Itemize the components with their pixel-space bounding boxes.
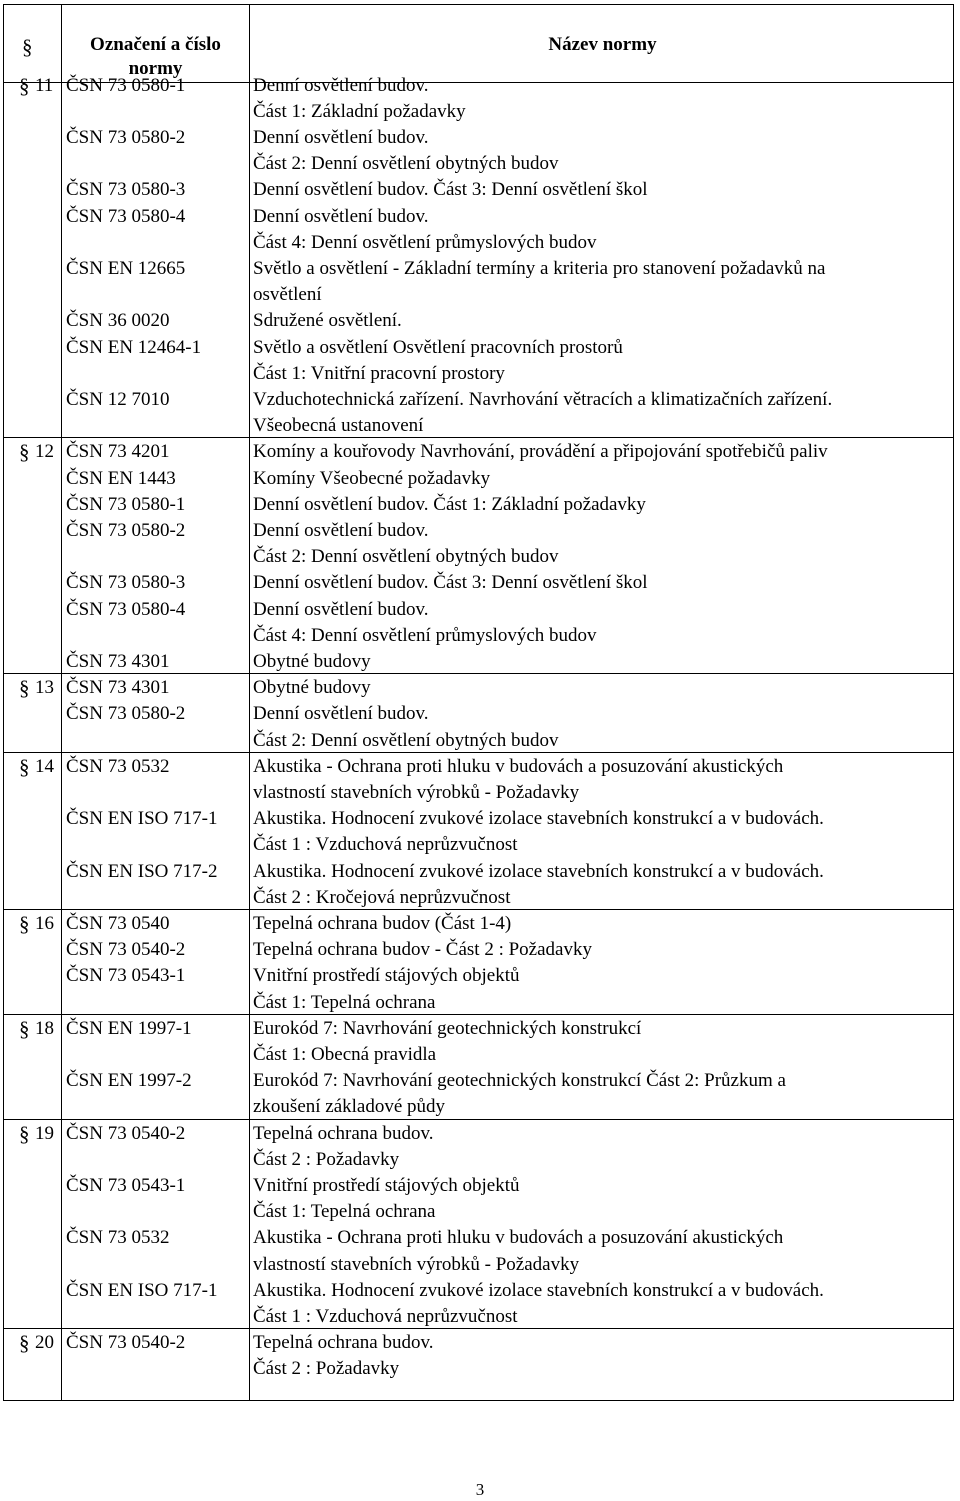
standard-code: ČSN 73 4201 (66, 441, 170, 463)
section-divider (4, 752, 953, 753)
section-number: 16 (35, 912, 54, 934)
standard-title-line: zkoušení základové půdy (253, 1096, 446, 1118)
standard-title-line: Tepelná ochrana budov. (253, 1122, 434, 1144)
standard-code: ČSN EN 1997-1 (66, 1017, 192, 1039)
section-divider (4, 1014, 953, 1015)
section-divider (4, 1119, 953, 1120)
section-number: 14 (35, 755, 54, 777)
standard-code: ČSN 73 0540-2 (66, 1122, 186, 1144)
standard-title-line: Část 1: Vnitřní pracovní prostory (253, 362, 505, 384)
standard-title-line: Komíny Všeobecné požadavky (253, 467, 491, 489)
standard-title-line: Denní osvětlení budov. (253, 74, 429, 96)
column-divider-name (249, 5, 250, 1400)
standard-code: ČSN 73 0540-2 (66, 939, 186, 961)
standard-code: ČSN 73 0580-2 (66, 126, 186, 148)
standard-title-line: Obytné budovy (253, 650, 371, 672)
standard-code: ČSN 73 0543-1 (66, 1174, 186, 1196)
standard-code: ČSN 73 0532 (66, 1227, 170, 1249)
standards-table (3, 4, 954, 1401)
standard-title-line: Světlo a osvětlení - Základní termíny a kriteria pro stanovení požadavků na (253, 257, 826, 279)
standard-title-line: Část 1: Obecná pravidla (253, 1043, 437, 1065)
column-divider-section (61, 5, 62, 1400)
section-mark-header: § (22, 35, 33, 59)
standard-code: ČSN EN ISO 717-1 (66, 1279, 218, 1301)
standard-title-line: Denní osvětlení budov. (253, 598, 429, 620)
standard-title-line: Sdružené osvětlení. (253, 310, 402, 332)
standard-title-line: Část 4: Denní osvětlení průmyslových budov (253, 231, 597, 253)
standard-title-line: Denní osvětlení budov. (253, 519, 429, 541)
standard-code: ČSN 73 4301 (66, 677, 170, 699)
standard-title-line: Akustika - Ochrana proti hluku v budovách a posuzování akustických (253, 1227, 784, 1249)
section-number: 13 (35, 677, 54, 699)
section-mark: § (19, 1331, 30, 1356)
section-mark: § (19, 1121, 30, 1146)
standard-title-line: Část 4: Denní osvětlení průmyslových budov (253, 624, 597, 646)
standard-title-line: Denní osvětlení budov. Část 3: Denní osvětlení škol (253, 179, 648, 201)
section-divider (4, 1328, 953, 1329)
standard-code: ČSN 73 0543-1 (66, 965, 186, 987)
section-mark: § (19, 676, 30, 701)
standard-title-line: Komíny a kouřovody Navrhování, provádění a připojování spotřebičů paliv (253, 441, 828, 463)
standard-code: ČSN 73 0580-2 (66, 519, 186, 541)
standard-title-line: Světlo a osvětlení Osvětlení pracovních prostorů (253, 336, 623, 358)
section-number: 20 (35, 1332, 54, 1354)
page-number: 3 (475, 1480, 485, 1499)
standard-title-line: Akustika - Ochrana proti hluku v budovách a posuzování akustických (253, 755, 784, 777)
standard-code: ČSN 73 0580-3 (66, 179, 186, 201)
standard-title-line: Denní osvětlení budov. (253, 126, 429, 148)
standard-title-line: Část 2 : Požadavky (253, 1358, 400, 1380)
standard-title-line: Část 2: Denní osvětlení obytných budov (253, 153, 559, 175)
standard-title-line: Denní osvětlení budov. (253, 703, 429, 725)
section-mark: § (19, 754, 30, 779)
standard-title-line: Akustika. Hodnocení zvukové izolace stavebních konstrukcí a v budovách. (253, 1279, 824, 1301)
standard-title-line: Část 2: Denní osvětlení obytných budov (253, 546, 559, 568)
standard-title-line: Část 2 : Požadavky (253, 1148, 400, 1170)
code-column-header: Označení a číslo normy (90, 34, 221, 79)
section-mark: § (19, 1016, 30, 1041)
standard-title-line: Akustika. Hodnocení zvukové izolace stavebních konstrukcí a v budovách. (253, 860, 824, 882)
standard-title-line: Část 2 : Kročejová neprůzvučnost (253, 886, 511, 908)
standard-code: ČSN 73 0580-1 (66, 493, 186, 515)
standard-code: ČSN 73 0580-2 (66, 703, 186, 725)
standard-code: ČSN 36 0020 (66, 310, 170, 332)
standard-title-line: Část 1: Základní požadavky (253, 100, 466, 122)
section-mark: § (19, 73, 30, 98)
standard-title-line: osvětlení (253, 284, 322, 306)
standard-title-line: vlastností stavebních výrobků - Požadavky (253, 1253, 580, 1275)
standard-code: ČSN EN ISO 717-1 (66, 808, 218, 830)
standard-code: ČSN EN 1443 (66, 467, 176, 489)
standard-title-line: Denní osvětlení budov. (253, 205, 429, 227)
standard-code: ČSN 73 0580-1 (66, 74, 186, 96)
section-mark: § (19, 911, 30, 936)
section-divider (4, 909, 953, 910)
standard-title-line: Všeobecná ustanovení (253, 415, 424, 437)
standard-title-line: Akustika. Hodnocení zvukové izolace stavebních konstrukcí a v budovách. (253, 808, 824, 830)
standard-code: ČSN 73 0580-3 (66, 572, 186, 594)
section-number: 11 (35, 74, 54, 96)
standard-code: ČSN 73 0580-4 (66, 205, 186, 227)
section-divider (4, 673, 953, 674)
standard-title-line: Část 1 : Vzduchová neprůzvučnost (253, 1305, 518, 1327)
standard-code: ČSN 73 0540-2 (66, 1332, 186, 1354)
standard-title-line: Tepelná ochrana budov. (253, 1332, 434, 1354)
standard-title-line: Vnitřní prostředí stájových objektů (253, 965, 520, 987)
standard-code: ČSN 73 0532 (66, 755, 170, 777)
standard-title-line: Část 2: Denní osvětlení obytných budov (253, 729, 559, 751)
standard-title-line: Tepelná ochrana budov (Část 1-4) (253, 912, 512, 934)
standard-code: ČSN EN 1997-2 (66, 1070, 192, 1092)
standard-code: ČSN 12 7010 (66, 388, 170, 410)
standard-code: ČSN EN 12665 (66, 257, 186, 279)
section-number: 18 (35, 1017, 54, 1039)
section-divider (4, 437, 953, 438)
standard-title-line: Část 1: Tepelná ochrana (253, 1201, 436, 1223)
section-number: 19 (35, 1122, 54, 1144)
standard-code: ČSN EN 12464-1 (66, 336, 202, 358)
section-number: 12 (35, 441, 54, 463)
standard-code: ČSN EN ISO 717-2 (66, 860, 218, 882)
standard-title-line: Část 1 : Vzduchová neprůzvučnost (253, 834, 518, 856)
standard-title-line: Denní osvětlení budov. Část 3: Denní osvětlení škol (253, 572, 648, 594)
section-mark: § (19, 440, 30, 465)
name-column-header: Název normy (548, 34, 657, 55)
standard-code: ČSN 73 0540 (66, 912, 170, 934)
standard-title-line: Eurokód 7: Navrhování geotechnických konstrukcí (253, 1017, 642, 1039)
standard-code: ČSN 73 4301 (66, 650, 170, 672)
standard-title-line: Eurokód 7: Navrhování geotechnických konstrukcí Část 2: Průzkum a (253, 1070, 786, 1092)
standard-title-line: Tepelná ochrana budov - Část 2 : Požadavky (253, 939, 592, 961)
standard-title-line: vlastností stavebních výrobků - Požadavky (253, 781, 580, 803)
standard-code: ČSN 73 0580-4 (66, 598, 186, 620)
standard-title-line: Vzduchotechnická zařízení. Navrhování větracích a klimatizačních zařízení. (253, 388, 833, 410)
standard-title-line: Vnitřní prostředí stájových objektů (253, 1174, 520, 1196)
standard-title-line: Denní osvětlení budov. Část 1: Základní požadavky (253, 493, 646, 515)
standard-title-line: Obytné budovy (253, 677, 371, 699)
standard-title-line: Část 1: Tepelná ochrana (253, 991, 436, 1013)
